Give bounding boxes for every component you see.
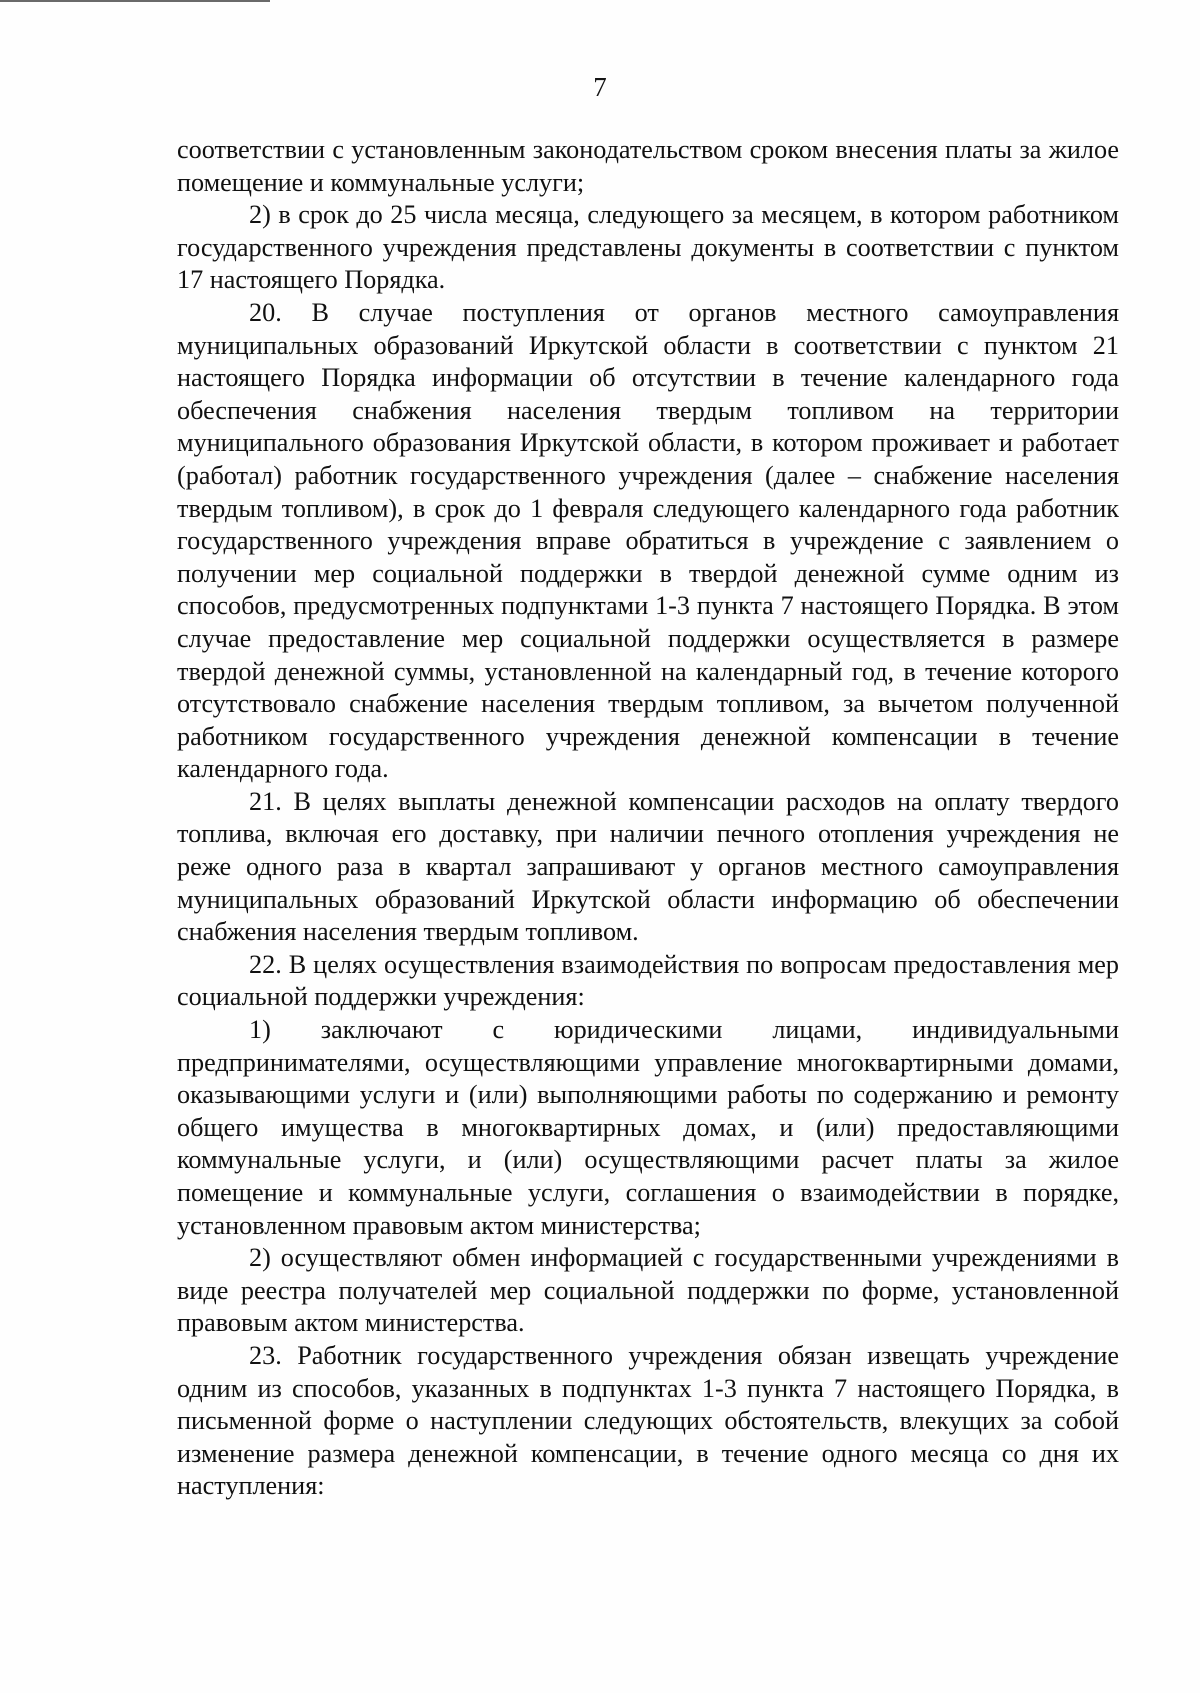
scan-edge-line — [0, 0, 270, 2]
paragraph-continuation: соответствии с установленным законодательством сроком внесения платы за жилое помещение и коммунальные услуги; — [177, 135, 1119, 197]
paragraph-subitem-2: 2) в срок до 25 числа месяца, следующего за месяцем, в котором работником государственного учреждения представлены документы в соответствии с пунктом 17 настоящего Порядка. — [177, 200, 1119, 295]
paragraph-22: 22. В целях осуществления взаимодействия по вопросам предоставления мер социальной поддержки учреждения: — [177, 949, 1119, 1012]
document-body — [177, 134, 1119, 1503]
paragraph-22-subitem-2: 2) осуществляют обмен информацией с государственными учреждениями в виде реестра получателей мер социальной поддержки по форме, установленной правовым актом министерства. — [177, 1243, 1119, 1338]
paragraph-20: 20. В случае поступления от органов местного самоуправления муниципальных образований Иркутской области в соответствии с пунктом 21 настоящего Порядка информации об отсутствии в течение календарного года обеспечения снабжения населения твердым топливом на территории муниципального образования Иркутской области, в котором проживает и работает (работал) работник государственного учреждения (далее – снабжение населения твердым топливом), в срок до 1 февраля следующего календарного года работник государственного учреждения вправе обратиться в учреждение с заявлением о получении мер социальной поддержки в твердой денежной сумме одним из способов, предусмотренных подпунктами 1-3 пункта 7 настоящего Порядка. В этом случае предоставление мер социальной поддержки осуществляется в размере твердой денежной суммы, установленной на календарный год, в течение которого отсутствовало снабжение населения твердым топливом, за вычетом полученной работником государственного учреждения денежной компенсации в течение календарного года. — [177, 297, 1119, 784]
paragraph-22-subitem-1: 1) заключают с юридическими лицами, индивидуальными предпринимателями, осуществляющими управление многоквартирными домами, оказывающими услуги и (или) выполняющими работы по содержанию и ремонту общего имущества в многоквартирных домах, и (или) предоставляющими коммунальные услуги, и (или) осуществляющими расчет платы за жилое помещение и коммунальные услуги, соглашения о взаимодействии в порядке, установленном правовым актом министерства; — [177, 1015, 1119, 1240]
paragraph-21: 21. В целях выплаты денежной компенсации расходов на оплату твердого топлива, включая его доставку, при наличии печного отопления учреждения не реже одного раза в квартал запрашивают у органов местного самоуправления муниципальных образований Иркутской области информацию об обеспечении снабжения населения твердым топливом. — [177, 786, 1119, 947]
page-number: 7 — [593, 72, 607, 102]
paragraph-23: 23. Работник государственного учреждения обязан извещать учреждение одним из способов, указанных в подпунктах 1-3 пункта 7 настоящего Порядка, в письменной форме о наступлении следующих обстоятельств, влекущих за собой изменение размера денежной компенсации, в течение одного месяца со дня их наступления: — [177, 1340, 1119, 1501]
